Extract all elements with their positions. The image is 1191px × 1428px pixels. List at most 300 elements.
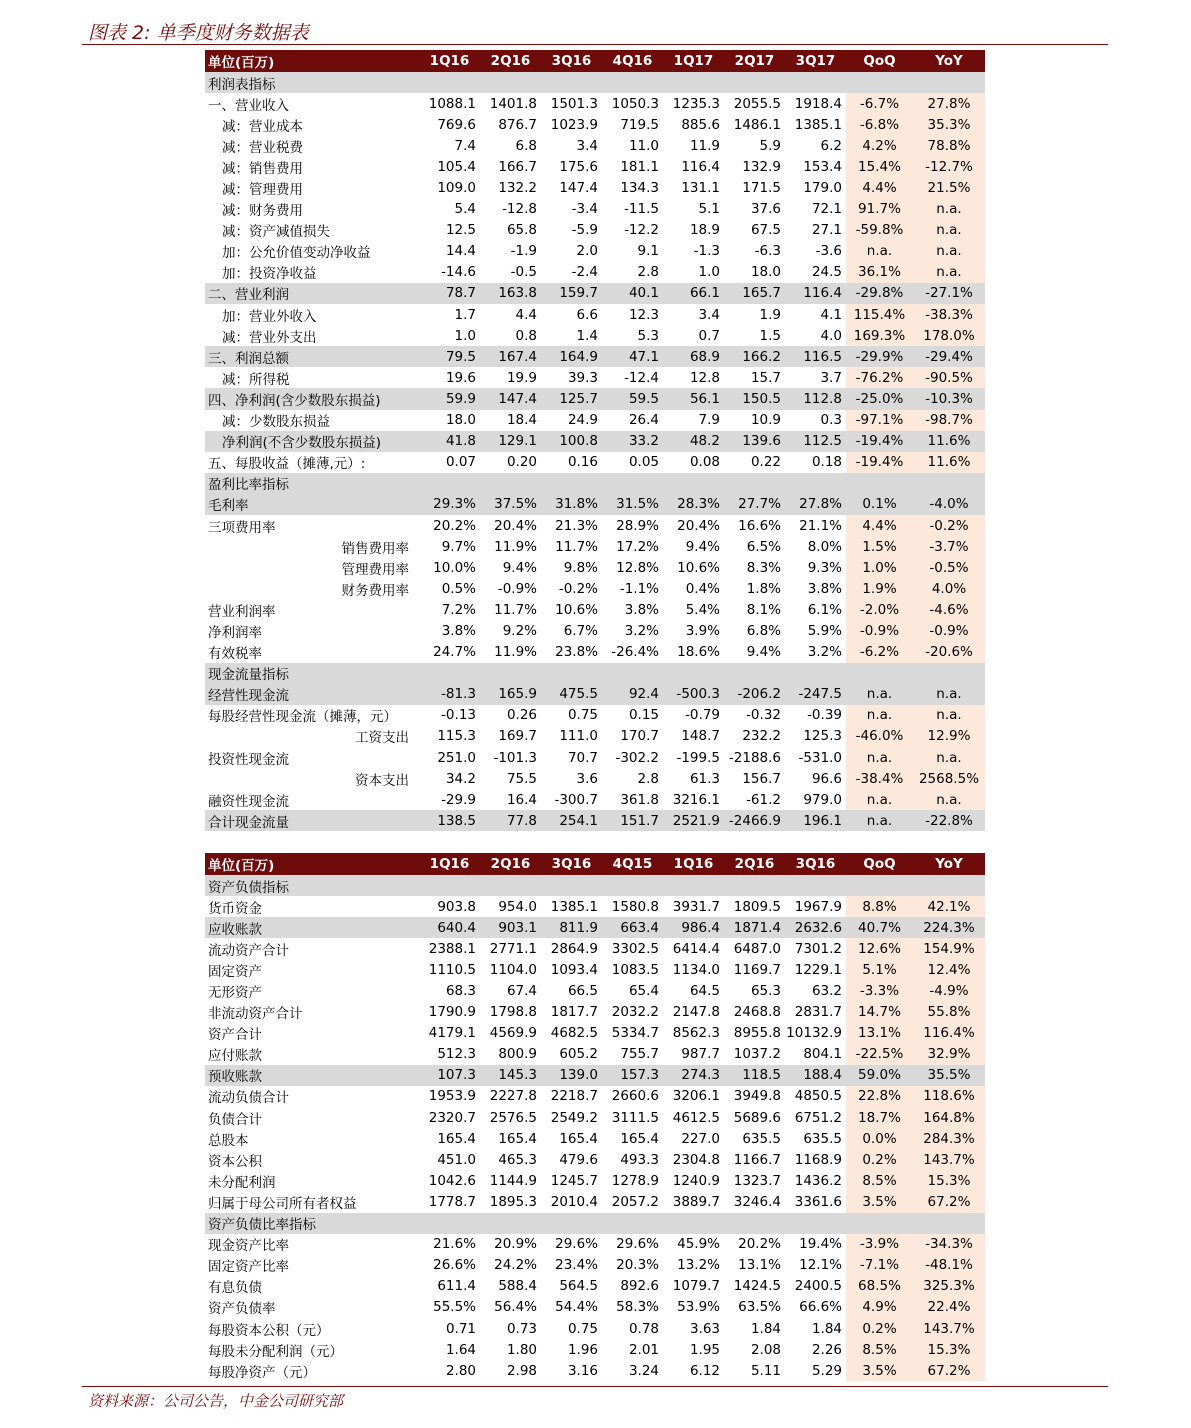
qoq-cell: -6.2% [846,642,913,663]
yoy-cell: 118.6% [913,1086,985,1107]
value-cell: 232.2 [742,728,781,745]
value-cell: 0.75 [567,1320,598,1337]
value-cell: 5334.7 [611,1025,659,1042]
value-cell: 769.6 [437,116,476,133]
value-cell: 2576.5 [489,1109,537,1126]
value-cell: 0.22 [750,454,781,471]
row-label: 工资支出 [355,730,409,747]
table-row [205,304,985,325]
value-cell: 171.5 [742,180,781,197]
footer-rule [82,1386,1108,1387]
table-row [205,938,985,959]
yoy-cell: -3.7% [913,536,985,557]
column-header: 2Q16 [480,50,541,72]
value-cell: 1042.6 [428,1172,476,1189]
value-cell: 59.5 [602,388,663,409]
value-cell: 5.4% [685,601,720,618]
column-header: 1Q16 [419,50,480,72]
value-cell: 1436.2 [794,1172,842,1189]
table-row [205,114,985,135]
value-cell: 56.4% [494,1299,537,1316]
value-cell: 0.71 [445,1320,476,1337]
value-cell: 1088.1 [428,95,476,112]
value-cell: 1401.8 [489,95,537,112]
value-cell: 2.08 [750,1341,781,1358]
qoq-cell: n.a. [846,747,913,768]
value-cell: 2864.9 [550,940,598,957]
value-cell: 12.8% [616,559,659,576]
table-row [205,1086,985,1107]
table-row [205,959,985,980]
value-cell: 18.0 [750,264,781,281]
qoq-cell: 1.5% [846,536,913,557]
row-label: 资本公积 [208,1153,262,1170]
value-cell: 0.73 [506,1320,537,1337]
value-cell: -12.2 [624,222,659,239]
value-cell: 33.2 [602,431,663,452]
table-row [205,1023,985,1044]
section-row [205,473,985,494]
column-header: QoQ [846,853,913,875]
value-cell: 903.8 [437,898,476,915]
qoq-cell: -6.8% [846,114,913,135]
value-cell: 3.8% [441,622,476,639]
value-cell: 54.4% [555,1299,598,1316]
value-cell: -2188.6 [728,749,781,766]
value-cell: 26.6% [433,1257,476,1274]
row-label: 加：营业外收入 [222,308,317,325]
row-label: 应付账款 [208,1048,262,1065]
value-cell: 811.9 [541,917,602,938]
income-cashflow-table [205,50,985,831]
value-cell: 0.78 [628,1320,659,1337]
yoy-cell: -4.0% [913,494,985,515]
value-cell: 109.0 [437,180,476,197]
row-label: 净利润(不含少数股东损益) [205,431,419,452]
row-label: 资本支出 [355,772,409,789]
value-cell: 1967.9 [794,898,842,915]
value-cell: 19.9 [506,369,537,386]
value-cell: 8562.3 [672,1025,720,1042]
qoq-cell: 1.0% [846,557,913,578]
row-label: 投资性现金流 [208,751,289,768]
value-cell: 47.1 [602,346,663,367]
value-cell: 1168.9 [794,1151,842,1168]
yoy-cell: 154.9% [913,938,985,959]
yoy-cell: -27.1% [913,283,985,304]
value-cell: 8.3% [746,559,781,576]
table-row [205,726,985,747]
value-cell: 118.5 [724,1065,785,1086]
row-label: 四、净利润(含少数股东损益) [205,388,419,409]
value-cell: -0.79 [685,707,720,724]
yoy-cell: 32.9% [913,1044,985,1065]
section-row [205,1213,985,1234]
value-cell: 92.4 [602,684,663,705]
value-cell: 493.3 [620,1151,659,1168]
value-cell: 3.9% [685,622,720,639]
column-header: 4Q15 [602,853,663,875]
qoq-cell: -6.7% [846,93,913,114]
value-cell: 3.4 [576,137,598,154]
table-row [205,135,985,156]
value-cell: 1169.7 [733,961,781,978]
value-cell: 188.4 [785,1065,846,1086]
value-cell: 165.4 [498,1130,537,1147]
value-cell: 1424.5 [733,1278,781,1295]
value-cell: 10.0% [433,559,476,576]
row-label: 三项费用率 [208,519,276,536]
qoq-cell: 59.0% [846,1065,913,1086]
value-cell: 10.6% [677,559,720,576]
row-label: 合计现金流量 [205,810,419,831]
value-cell: 2521.9 [663,810,724,831]
value-cell: 181.1 [620,158,659,175]
qoq-cell: n.a. [846,789,913,810]
yoy-cell: n.a. [913,684,985,705]
table-row [205,1339,985,1360]
table-row [205,980,985,1001]
value-cell: 14.4 [445,243,476,260]
value-cell: 41.8 [419,431,480,452]
value-cell: 129.1 [480,431,541,452]
row-label: 总股本 [208,1132,249,1149]
unit-header: 单位(百万) [205,50,419,72]
table-row [205,410,985,431]
value-cell: 1104.0 [489,961,537,978]
value-cell: -1.9 [510,243,537,260]
value-cell: 147.4 [559,180,598,197]
value-cell: 7301.2 [794,940,842,957]
value-cell: 29.6% [616,1236,659,1253]
value-cell: 5.9 [759,137,781,154]
value-cell: 1.95 [689,1341,720,1358]
row-label: 二、营业利润 [205,283,419,304]
value-cell: 3931.7 [672,898,720,915]
value-cell: 3.2% [624,622,659,639]
qoq-cell: n.a. [846,705,913,726]
value-cell: 169.7 [498,728,537,745]
column-header: 2Q16 [724,853,785,875]
value-cell: 3.6 [576,770,598,787]
qoq-cell: 4.9% [846,1297,913,1318]
qoq-cell: -2.0% [846,599,913,620]
value-cell: 12.5 [445,222,476,239]
value-cell: 2320.7 [428,1109,476,1126]
value-cell: 1778.7 [428,1193,476,1210]
row-label: 管理费用率 [341,561,409,578]
qoq-cell: -19.4% [846,431,913,452]
value-cell: 9.1 [637,243,659,260]
qoq-cell: 12.6% [846,938,913,959]
value-cell: -0.2% [558,580,598,597]
qoq-cell: -38.4% [846,768,913,789]
value-cell: 116.5 [785,346,846,367]
yoy-cell: 15.3% [913,1170,985,1191]
value-cell: 1245.7 [550,1172,598,1189]
row-label: 减：营业外支出 [222,329,317,346]
value-cell: 9.7% [441,538,476,555]
yoy-cell: 35.3% [913,114,985,135]
row-label: 固定资产 [208,963,262,980]
value-cell: 13.2% [677,1257,720,1274]
value-cell: 2.80 [445,1362,476,1379]
row-label: 有效税率 [208,646,262,663]
value-cell: 6414.4 [672,940,720,957]
value-cell: -6.3 [754,243,781,260]
value-cell: 138.5 [419,810,480,831]
value-cell: 9.2% [502,622,537,639]
column-header: 3Q17 [785,50,846,72]
value-cell: -12.8 [502,201,537,218]
value-cell: -302.2 [615,749,659,766]
yoy-cell: 21.5% [913,177,985,198]
row-label: 减：少数股东损益 [222,414,330,431]
value-cell: 17.2% [616,538,659,555]
yoy-cell: -10.3% [913,388,985,409]
value-cell: 2400.5 [794,1278,842,1295]
value-cell: 9.4% [746,644,781,661]
title-rule [82,44,1108,45]
row-label: 未分配利润 [208,1174,276,1191]
value-cell: -101.3 [493,749,537,766]
yoy-cell: -12.7% [913,156,985,177]
value-cell: 147.4 [480,388,541,409]
row-label: 经营性现金流 [205,684,419,705]
value-cell: 0.7 [698,327,720,344]
row-label: 减：销售费用 [222,160,303,177]
value-cell: 105.4 [437,158,476,175]
column-header: YoY [913,853,985,875]
value-cell: 892.6 [620,1278,659,1295]
yoy-cell: 22.4% [913,1297,985,1318]
table-row [205,93,985,114]
value-cell: 1166.7 [733,1151,781,1168]
value-cell: 28.9% [616,517,659,534]
table-row [205,1107,985,1128]
value-cell: 53.9% [677,1299,720,1316]
yoy-cell: 11.6% [913,431,985,452]
value-cell: 165.4 [559,1130,598,1147]
yoy-cell: -98.7% [913,410,985,431]
value-cell: 885.6 [681,116,720,133]
yoy-cell: 55.8% [913,1002,985,1023]
row-label: 净利润率 [208,624,262,641]
value-cell: 0.75 [567,707,598,724]
value-cell: 24.2% [494,1257,537,1274]
table-row [205,768,985,789]
qoq-cell: -0.9% [846,620,913,641]
value-cell: 63.2 [811,983,842,1000]
column-header: 3Q16 [541,853,602,875]
table-row [205,578,985,599]
column-header: 1Q17 [663,50,724,72]
qoq-cell: 22.8% [846,1086,913,1107]
value-cell: 67.4 [506,983,537,1000]
value-cell: 55.5% [433,1299,476,1316]
yoy-cell: -34.3% [913,1234,985,1255]
value-cell: 12.3 [628,306,659,323]
value-cell: 24.5 [811,264,842,281]
value-cell: 3206.1 [672,1088,720,1105]
value-cell: 132.9 [742,158,781,175]
table-row [205,896,985,917]
value-cell: 20.2% [738,1236,781,1253]
value-cell: 0.08 [689,454,720,471]
value-cell: 2388.1 [428,940,476,957]
qoq-cell: -29.9% [846,346,913,367]
value-cell: 1079.7 [672,1278,720,1295]
value-cell: 3.63 [689,1320,720,1337]
qoq-cell: -29.8% [846,283,913,304]
row-label: 减：财务费用 [222,203,303,220]
value-cell: 37.5% [480,494,541,515]
qoq-cell: 4.2% [846,135,913,156]
value-cell: 6487.0 [733,940,781,957]
value-cell: 1385.1 [794,116,842,133]
yoy-cell: 143.7% [913,1318,985,1339]
table-row [205,325,985,346]
value-cell: 19.6 [445,369,476,386]
table-row [205,515,985,536]
table-row [205,1044,985,1065]
value-cell: 157.3 [602,1065,663,1086]
value-cell: 1580.8 [611,898,659,915]
qoq-cell: n.a. [846,684,913,705]
value-cell: 31.8% [541,494,602,515]
qoq-cell: 5.1% [846,959,913,980]
table-row [205,177,985,198]
row-label: 固定资产比率 [208,1259,289,1276]
row-label: 减：资产减值损失 [222,224,330,241]
yoy-cell: 178.0% [913,325,985,346]
header-row [205,853,985,875]
value-cell: 4569.9 [489,1025,537,1042]
value-cell: 2.26 [811,1341,842,1358]
value-cell: 903.1 [480,917,541,938]
value-cell: 163.8 [480,283,541,304]
value-cell: 63.5% [738,1299,781,1316]
value-cell: 6.7% [563,622,598,639]
value-cell: 77.8 [480,810,541,831]
column-header: 2Q17 [724,50,785,72]
value-cell: 2055.5 [733,95,781,112]
value-cell: 755.7 [620,1046,659,1063]
header-row [205,50,985,72]
value-cell: 5689.6 [733,1109,781,1126]
value-cell: 1037.2 [733,1046,781,1063]
value-cell: 1798.8 [489,1004,537,1021]
row-label: 融资性现金流 [208,793,289,810]
qoq-cell: -25.0% [846,388,913,409]
row-label: 现金资产比率 [208,1238,289,1255]
value-cell: 6.2 [820,137,842,154]
value-cell: 274.3 [663,1065,724,1086]
value-cell: 605.2 [559,1046,598,1063]
value-cell: 125.3 [803,728,842,745]
value-cell: -500.3 [663,684,724,705]
value-cell: 3.4 [698,306,720,323]
table-row [205,684,985,705]
value-cell: 2468.8 [733,1004,781,1021]
value-cell: 34.2 [445,770,476,787]
value-cell: -199.5 [676,749,720,766]
value-cell: 2304.8 [672,1151,720,1168]
value-cell: 5.29 [811,1362,842,1379]
value-cell: 3889.7 [672,1193,720,1210]
value-cell: 2218.7 [550,1088,598,1105]
value-cell: 0.4% [685,580,720,597]
value-cell: 1240.9 [672,1172,720,1189]
value-cell: 6.12 [689,1362,720,1379]
value-cell: 4.0 [820,327,842,344]
table-row [205,1191,985,1212]
value-cell: 0.16 [567,454,598,471]
value-cell: 9.4% [685,538,720,555]
value-cell: 11.7% [494,601,537,618]
value-cell: 1.96 [567,1341,598,1358]
column-header: YoY [913,50,985,72]
yoy-cell: 12.9% [913,726,985,747]
yoy-cell: 78.8% [913,135,985,156]
value-cell: 1323.7 [733,1172,781,1189]
value-cell: 116.4 [785,283,846,304]
value-cell: 8.1% [746,601,781,618]
value-cell: 20.4% [677,517,720,534]
value-cell: 251.0 [437,749,476,766]
table-row [205,917,985,938]
value-cell: 1050.3 [611,95,659,112]
value-cell: 139.6 [724,431,785,452]
value-cell: 16.6% [738,517,781,534]
value-cell: 8.0% [807,538,842,555]
table-row [205,283,985,304]
value-cell: 1.84 [811,1320,842,1337]
value-cell: 150.5 [724,388,785,409]
value-cell: 165.4 [620,1130,659,1147]
yoy-cell: n.a. [913,747,985,768]
yoy-cell: n.a. [913,705,985,726]
value-cell: 3.8% [624,601,659,618]
value-cell: 3302.5 [611,940,659,957]
qoq-cell: 0.2% [846,1149,913,1170]
value-cell: 65.3 [750,983,781,1000]
value-cell: 4850.5 [794,1088,842,1105]
value-cell: 11.0 [628,137,659,154]
value-cell: 2.98 [506,1362,537,1379]
row-label: 有息负债 [208,1280,262,1297]
unit-header: 单位(百万) [205,853,419,875]
row-label: 财务费用率 [341,582,409,599]
value-cell: 132.2 [498,180,537,197]
yoy-cell: n.a. [913,199,985,220]
yoy-cell: -0.2% [913,515,985,536]
value-cell: 6.1% [807,601,842,618]
table-row [205,1170,985,1191]
value-cell: -29.9 [441,791,476,808]
value-cell: 1953.9 [428,1088,476,1105]
table-row [205,1128,985,1149]
table-row [205,1065,985,1086]
value-cell: 1918.4 [794,95,842,112]
column-header: 3Q16 [541,50,602,72]
figure-title: 图表 2: 单季度财务数据表 [88,22,309,44]
value-cell: 5.3 [637,327,659,344]
yoy-cell: -4.9% [913,980,985,1001]
value-cell: 16.4 [506,791,537,808]
value-cell: 61.3 [689,770,720,787]
qoq-cell: -76.2% [846,367,913,388]
